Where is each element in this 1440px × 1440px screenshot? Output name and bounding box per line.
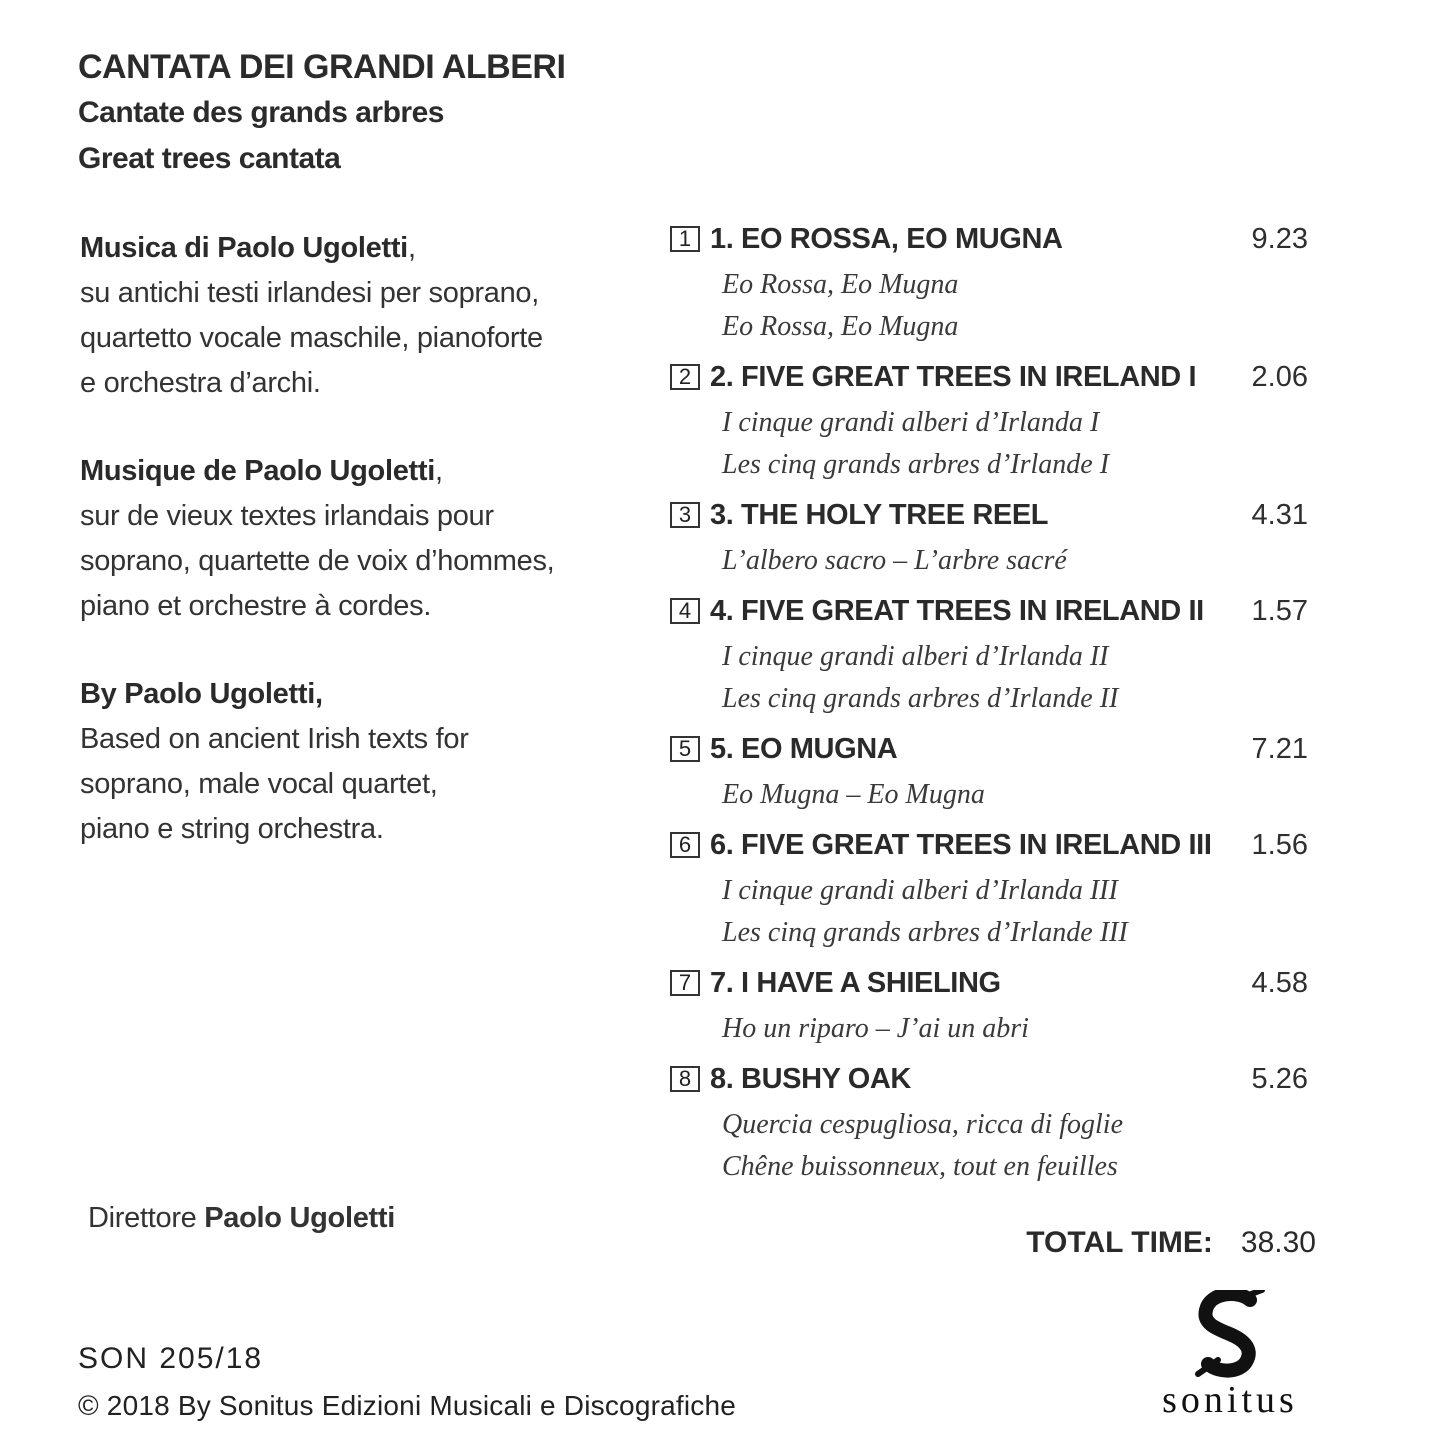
total-time-label: TOTAL TIME: (1026, 1226, 1213, 1259)
credit-line: soprano, male vocal quartet, (80, 768, 438, 800)
credit-line: e orchestra d’archi. (80, 367, 321, 399)
track-duration: 9.23 (1251, 223, 1308, 255)
credit-line: piano et orchestre à cordes. (80, 590, 432, 622)
track-duration: 4.31 (1251, 499, 1308, 531)
title-french: Cantate des grands arbres (78, 96, 444, 129)
conductor-name: Paolo Ugoletti (204, 1202, 396, 1234)
track-subtitle: L’albero sacro – L’arbre sacré (722, 545, 1067, 576)
track-number-box: 4 (670, 598, 700, 624)
track-item (670, 820, 1320, 954)
track-number-box: 8 (670, 1066, 700, 1092)
track-subtitle: Les cinq grands arbres d’Irlande I (722, 449, 1110, 480)
credit-line: su antichi testi irlandesi per soprano, (80, 277, 539, 309)
track-item (670, 958, 1320, 1050)
credit-italian: Musica di Paolo Ugoletti, su antichi testi irlandesi per soprano, quartetto vocale maschile, pianoforte e orchestra d’archi. (80, 226, 543, 406)
track-duration: 2.06 (1251, 361, 1308, 393)
logo-wordmark: sonitus (1162, 1379, 1298, 1421)
credit-byline: By Paolo Ugoletti, (80, 678, 323, 710)
track-subtitle: Eo Mugna – Eo Mugna (722, 779, 985, 810)
credit-line: Based on ancient Irish texts for (80, 723, 469, 755)
track-duration: 4.58 (1251, 967, 1308, 999)
catalog-number: SON 205/18 (78, 1342, 264, 1375)
sonitus-s-logo-icon (1188, 1290, 1272, 1382)
track-number-box: 1 (670, 226, 700, 252)
credit-english (80, 672, 469, 852)
track-subtitle: Eo Rossa, Eo Mugna (722, 311, 959, 342)
title-english: Great trees cantata (78, 142, 341, 175)
track-item (670, 352, 1320, 486)
track-subtitle: I cinque grandi alberi d’Irlanda II (722, 641, 1109, 672)
track-number-box: 5 (670, 736, 700, 762)
track-number-box: 2 (670, 364, 700, 390)
conductor-credit (88, 1202, 395, 1235)
track-duration: 7.21 (1251, 733, 1308, 765)
credit-line: sur de vieux textes irlandais pour (80, 500, 494, 532)
track-duration: 1.56 (1251, 829, 1308, 861)
track-title: 6. FIVE GREAT TREES IN IRELAND III (710, 828, 1212, 861)
track-duration: 1.57 (1251, 595, 1308, 627)
track-subtitle: Quercia cespugliosa, ricca di foglie (722, 1109, 1123, 1140)
credit-french: Musique de Paolo Ugoletti, sur de vieux textes irlandais pour soprano, quartette de voix d’hommes, piano et orchestre à cordes. (80, 449, 554, 629)
track-list (670, 214, 1320, 1188)
track-duration: 5.26 (1251, 1063, 1308, 1095)
track-title: 2. FIVE GREAT TREES IN IRELAND I (710, 360, 1197, 393)
track-item (670, 214, 1320, 348)
track-subtitle: I cinque grandi alberi d’Irlanda III (722, 875, 1118, 906)
copyright-notice: © 2018 By Sonitus Edizioni Musicali e Discografiche (78, 1390, 737, 1421)
track-number-box: 6 (670, 832, 700, 858)
track-item (670, 490, 1320, 582)
track-subtitle: Chêne buissonneux, tout en feuilles (722, 1151, 1118, 1182)
track-number-box: 7 (670, 970, 700, 996)
track-subtitle: Les cinq grands arbres d’Irlande II (722, 683, 1119, 714)
track-title: 4. FIVE GREAT TREES IN IRELAND II (710, 594, 1204, 627)
track-item (670, 586, 1320, 720)
track-title: 1. EO ROSSA, EO MUGNA (710, 222, 1063, 255)
track-number-box: 3 (670, 502, 700, 528)
credit-line: soprano, quartette de voix d’hommes, (80, 545, 555, 577)
sonitus-logo (1130, 1290, 1330, 1430)
credit-line: quartetto vocale maschile, pianoforte (80, 322, 543, 354)
conductor-label: Direttore (88, 1202, 197, 1234)
track-subtitle: Eo Rossa, Eo Mugna (722, 269, 959, 300)
title-italian: CANTATA DEI GRANDI ALBERI (78, 48, 566, 86)
track-title: 8. BUSHY OAK (710, 1062, 911, 1095)
track-item (670, 724, 1320, 816)
track-subtitle: Les cinq grands arbres d’Irlande III (722, 917, 1128, 948)
title-block (78, 44, 565, 182)
total-time (1026, 1226, 1316, 1260)
credit-line: piano e string orchestra. (80, 813, 384, 845)
track-title: 3. THE HOLY TREE REEL (710, 498, 1049, 531)
track-title: 5. EO MUGNA (710, 732, 898, 765)
track-title: 7. I HAVE A SHIELING (710, 966, 1001, 999)
track-subtitle: Ho un riparo – J’ai un abri (722, 1013, 1029, 1044)
credit-byline: Musica di Paolo Ugoletti (80, 232, 408, 264)
total-time-value: 38.30 (1240, 1226, 1316, 1259)
track-subtitle: I cinque grandi alberi d’Irlanda I (722, 407, 1100, 438)
track-item (670, 1054, 1320, 1188)
credit-byline: Musique de Paolo Ugoletti (80, 455, 436, 487)
